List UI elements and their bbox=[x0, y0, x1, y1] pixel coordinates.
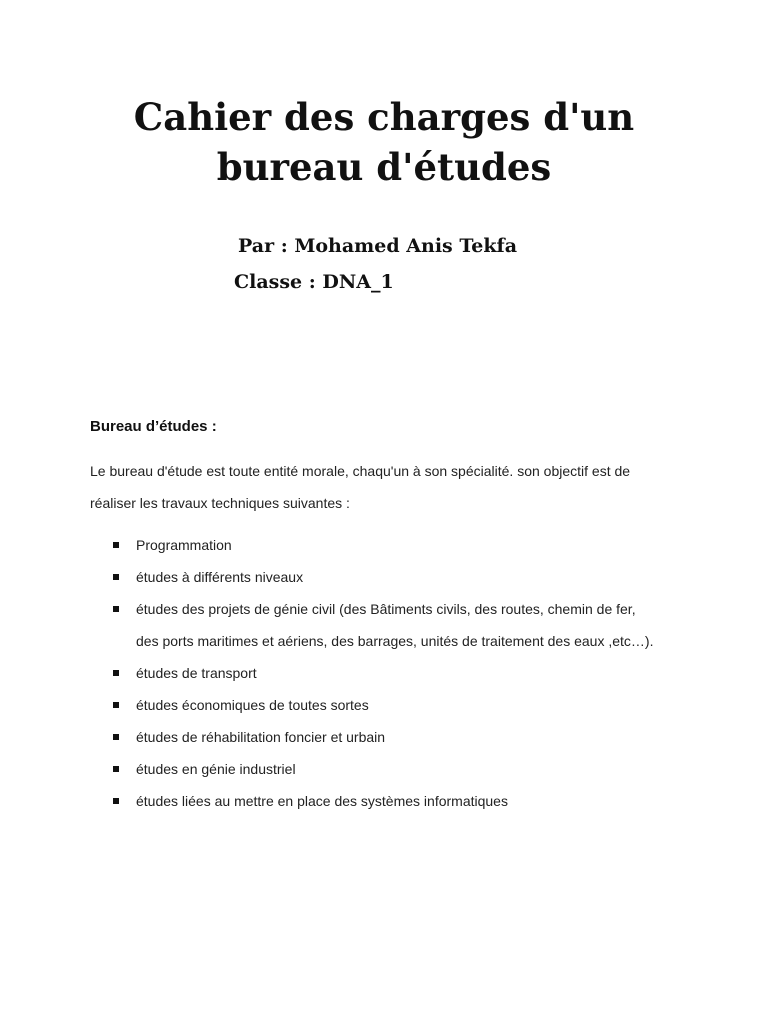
intro-line-1: Le bureau d'étude est toute entité morale, chaqu'un à son spécialité. son objectif est de bbox=[90, 463, 631, 479]
list-item bbox=[110, 689, 710, 721]
list-item-text: études de transport bbox=[136, 665, 257, 681]
list-item bbox=[110, 593, 710, 657]
title-line-2: bureau d'études bbox=[216, 145, 552, 189]
intro-paragraph bbox=[90, 455, 690, 519]
class-line: Classe : DNA_1 bbox=[234, 271, 394, 293]
document-title bbox=[0, 92, 768, 192]
author-line: Par : Mohamed Anis Tekfa bbox=[238, 235, 518, 257]
list-item bbox=[110, 785, 710, 817]
list-item-text: études à différents niveaux bbox=[136, 569, 304, 585]
list-item bbox=[110, 561, 710, 593]
tasks-bullet-list bbox=[110, 529, 710, 817]
list-item-text: études économiques de toutes sortes bbox=[136, 697, 369, 713]
section-heading: Bureau d’études : bbox=[90, 418, 217, 435]
list-item bbox=[110, 657, 710, 689]
list-item-text: études liées au mettre en place des systèmes informatiques bbox=[136, 793, 508, 809]
list-item-text: Programmation bbox=[136, 537, 232, 553]
list-item bbox=[110, 529, 710, 561]
list-item-text-continued: des ports maritimes et aériens, des barrages, unités de traitement des eaux ,etc…). bbox=[136, 633, 654, 649]
list-item-text: études de réhabilitation foncier et urbain bbox=[136, 729, 386, 745]
list-item-text: études en génie industriel bbox=[136, 761, 296, 777]
list-item bbox=[110, 753, 710, 785]
list-item bbox=[110, 721, 710, 753]
list-item-text: études des projets de génie civil (des Bâtiments civils, des routes, chemin de fer, bbox=[136, 601, 636, 617]
title-line-1: Cahier des charges d'un bbox=[133, 95, 635, 139]
intro-line-2: réaliser les travaux techniques suivantes : bbox=[90, 495, 350, 511]
